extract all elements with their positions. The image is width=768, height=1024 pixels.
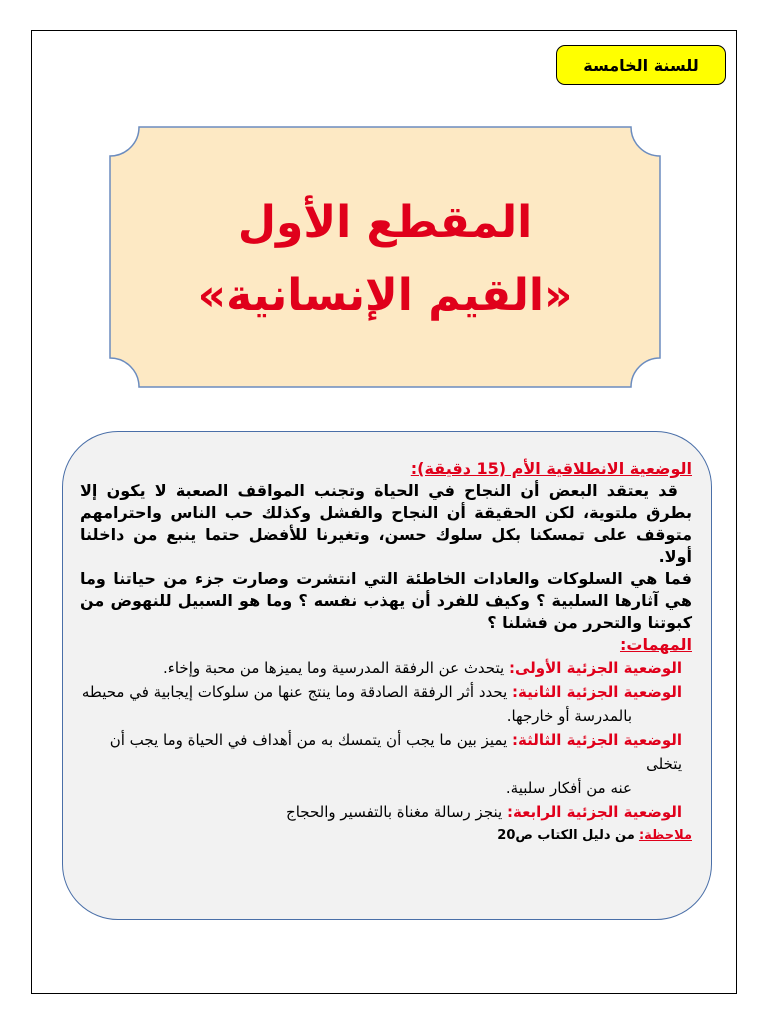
- task-item-2: [80, 680, 692, 704]
- task-text: يميز بين ما يجب أن يتمسك به من أهداف في الحياة وما يجب أن يتخلى: [109, 731, 682, 773]
- note-text: من دليل الكتاب ص20: [497, 828, 635, 843]
- unit-title: المقطع الأول: [237, 197, 533, 248]
- grade-badge-text: للسنة الخامسة: [583, 55, 699, 75]
- grade-badge: [556, 45, 726, 85]
- task-item-4: [80, 800, 692, 824]
- task-text: ينجز رسالة مغناة بالتفسير والحجاج: [286, 803, 503, 821]
- situation-paragraph-1: قد يعتقد البعض أن النجاح في الحياة وتجنب المواقف الصعبة لا يكون إلا بطرق ملتوية، لكن الحقيقة أن النجاح والفشل وكذلك حب الناس واحترامهم متوقف على تمسكنا بكل سلوك حسن، وتغيرنا للأفضل حتما ينبع من داخلنا أولا.: [80, 481, 692, 566]
- task-label: الوضعية الجزئية الثانية:: [512, 683, 682, 701]
- unit-subtitle: «القيم الإنسانية»: [197, 270, 573, 321]
- task-item-3-continuation: عنه من أفكار سلبية.: [505, 779, 632, 797]
- task-item-2-continuation: بالمدرسة أو خارجها.: [506, 707, 632, 725]
- situation-paragraph-2: فما هي السلوكات والعادات الخاطئة التي انتشرت وصارت جزء من حياتنا وما هي آثارها السلبية ؟ وكيف للفرد أن يهذب نفسه ؟ وما هو السبيل للنهوض من كبوتنا والتحرر من فشلنا ؟: [80, 569, 692, 632]
- task-text: يتحدث عن الرفقة المدرسية وما يميزها من محبة وإخاء.: [163, 659, 505, 677]
- situation-heading: الوضعية الانطلاقية الأم (15 دقيقة):: [410, 459, 692, 478]
- task-text: يحدد أثر الرفقة الصادقة وما ينتج عنها من سلوكات إيجابية في محيطه: [81, 683, 508, 701]
- note: [80, 826, 692, 846]
- title-panel: [109, 126, 661, 388]
- task-label: الوضعية الجزئية الرابعة:: [506, 803, 682, 821]
- note-label: ملاحظة:: [638, 828, 692, 843]
- task-item-1: [80, 656, 692, 680]
- task-label: الوضعية الجزئية الأولى:: [508, 659, 682, 677]
- content-body: [80, 458, 692, 846]
- task-label: الوضعية الجزئية الثالثة:: [512, 731, 682, 749]
- task-item-3: [80, 728, 692, 776]
- tasks-heading: المهمات:: [620, 635, 692, 654]
